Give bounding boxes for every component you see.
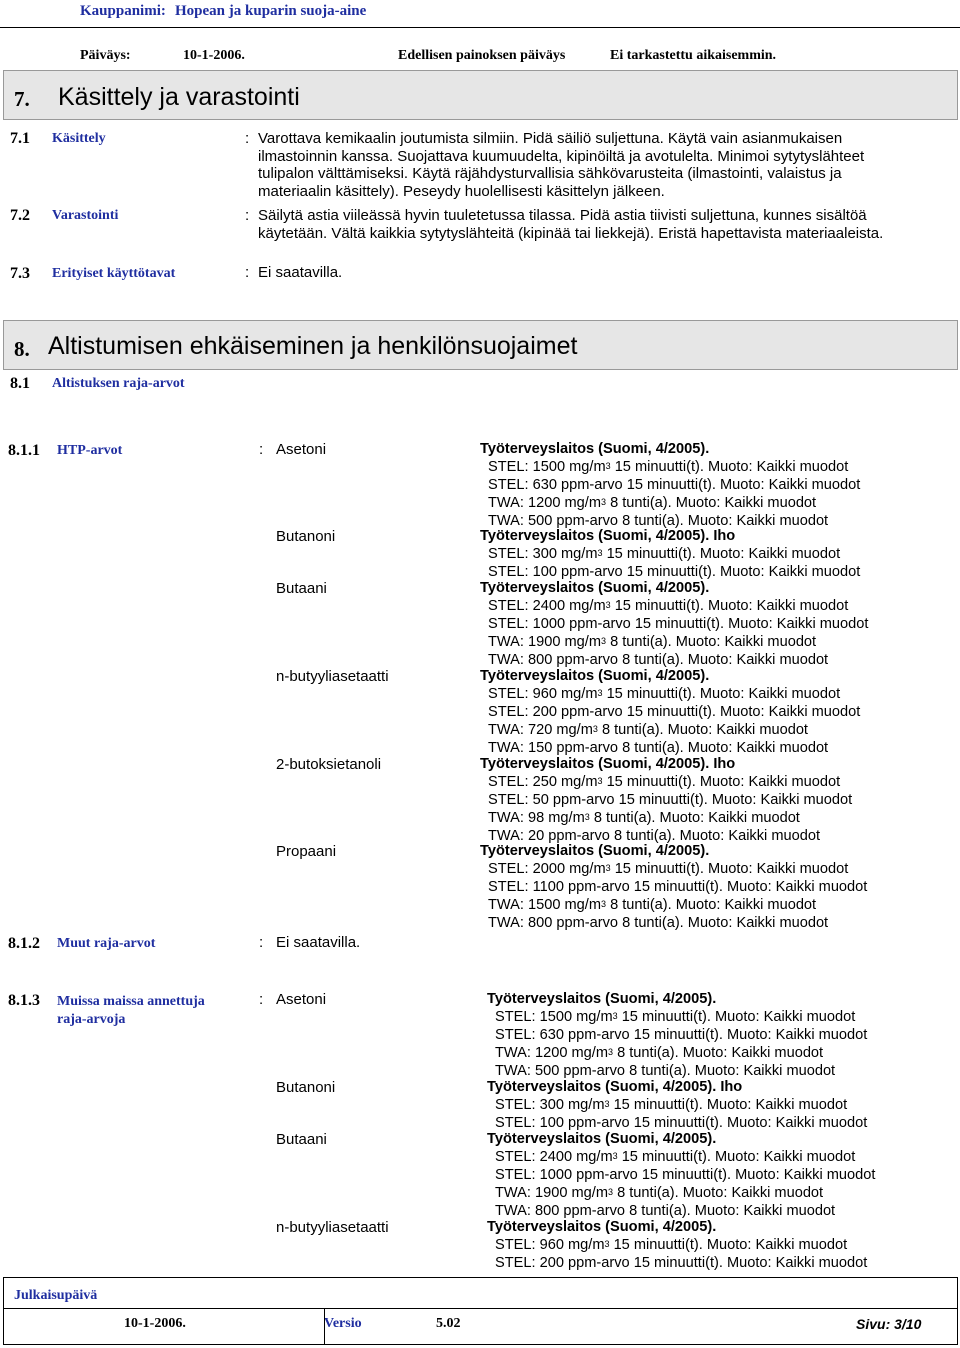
limit-source: Työterveyslaitos (Suomi, 4/2005). [480, 668, 710, 684]
section-7-number: 7. [14, 87, 30, 111]
limit-line: STEL: 300 $mg/m^3$ 15 minuutti(t). Muoto: Kaikki muodot [495, 1096, 848, 1113]
page-number: Sivu: 3/10 [856, 1316, 922, 1332]
limit-line: STEL: 960 $mg/m^3$ 15 minuutti(t). Muoto: Kaikki muodot [488, 685, 841, 702]
item-7-1-label: Käsittely [52, 131, 106, 146]
substance-limits [487, 1079, 867, 1133]
item-7-1-colon: : [245, 130, 250, 147]
limit-source: Työterveyslaitos (Suomi, 4/2005). [487, 1131, 717, 1147]
limit-source: Työterveyslaitos (Suomi, 4/2005). [487, 1219, 717, 1235]
limit-line: TWA: 800 ppm-arvo 8 tunti(a). Muoto: Kaikki muodot [488, 652, 829, 669]
limit-line: TWA: 150 ppm-arvo 8 tunti(a). Muoto: Kaikki muodot [488, 740, 829, 757]
section-8-number: 8. [14, 337, 30, 361]
item-8-1-2-text: Ei saatavilla. [276, 934, 361, 951]
header-divider [0, 27, 960, 28]
limit-line: TWA: 1900 $mg/m^3$ 8 tunti(a). Muoto: Kaikki muodot [495, 1184, 824, 1201]
text-line: Varottava kemikaalin joutumista silmiin. Pidä säiliö suljettuna. Käytä vain asianmukaisen [258, 130, 843, 147]
limit-source: Työterveyslaitos (Suomi, 4/2005). [480, 441, 710, 457]
limit-line: STEL: 2400 $mg/m^3$ 15 minuutti(t). Muoto: Kaikki muodot [495, 1148, 856, 1165]
limit-line: STEL: 200 ppm-arvo 15 minuutti(t). Muoto: Kaikki muodot [495, 1255, 868, 1272]
limit-line: TWA: 720 $mg/m^3$ 8 tunti(a). Muoto: Kaikki muodot [488, 721, 808, 738]
date-value: 10-1-2006. [183, 48, 245, 63]
substance-limits [480, 843, 867, 933]
text-line: käytetään. Vältä kaikkia sytytyslähteitä (kipinää tai liekkejä). Eristä hapettavista materiaaleista. [258, 224, 884, 242]
item-8-1-label: Altistuksen raja-arvot [52, 376, 185, 391]
limit-source: Työterveyslaitos (Suomi, 4/2005). Iho [480, 756, 736, 772]
limit-line: STEL: 1500 $mg/m^3$ 15 minuutti(t). Muoto: Kaikki muodot [495, 1008, 856, 1025]
limit-line: TWA: 500 ppm-arvo 8 tunti(a). Muoto: Kaikki muodot [488, 513, 829, 530]
limit-line: TWA: 20 ppm-arvo 8 tunti(a). Muoto: Kaikki muodot [488, 828, 821, 845]
limit-line: STEL: 2400 $mg/m^3$ 15 minuutti(t). Muoto: Kaikki muodot [488, 597, 849, 614]
version-label: Versio [324, 1316, 362, 1331]
substance-name: 2-butoksietanoli [276, 756, 382, 773]
date-label: Päiväys: [80, 48, 131, 63]
substance-name: Asetoni [276, 991, 327, 1008]
limit-line: TWA: 800 ppm-arvo 8 tunti(a). Muoto: Kaikki muodot [495, 1203, 836, 1220]
limit-source: Työterveyslaitos (Suomi, 4/2005). [487, 991, 717, 1007]
limit-source: Työterveyslaitos (Suomi, 4/2005). [480, 580, 710, 596]
substance-name: Butaani [276, 580, 327, 597]
text-line: ilmastoinnin kanssa. Suojattava kuumuudelta, kipinöiltä ja avotulelta. Minimoi sytytyslähteet [258, 147, 865, 165]
substance-limits [487, 1131, 875, 1221]
substance-name: n-butyyliasetaatti [276, 1219, 389, 1236]
item-7-2-number: 7.2 [10, 207, 30, 224]
item-7-1-text [258, 130, 864, 200]
published-value: 10-1-2006. [124, 1316, 186, 1331]
limit-line: STEL: 630 ppm-arvo 15 minuutti(t). Muoto: Kaikki muodot [488, 477, 861, 494]
item-7-3-colon: : [245, 264, 250, 281]
substance-name: Asetoni [276, 441, 327, 458]
footer [3, 1277, 958, 1345]
label-line: Muissa maissa annettuja [57, 994, 205, 1009]
header-date-row [0, 42, 960, 72]
substance-name: Propaani [276, 843, 337, 860]
limit-line: TWA: 500 ppm-arvo 8 tunti(a). Muoto: Kaikki muodot [495, 1063, 836, 1080]
limit-source: Työterveyslaitos (Suomi, 4/2005). Iho [487, 1079, 743, 1095]
substance-limits [480, 756, 852, 846]
footer-col-divider [324, 1308, 325, 1344]
limit-line: STEL: 1500 $mg/m^3$ 15 minuutti(t). Muoto: Kaikki muodot [488, 458, 849, 475]
text-line: tulipalon välttämiseksi. Käytä räjähdysturvallisia sähkövarusteita (ilmastointi, valaistus ja [258, 165, 842, 183]
limit-line: STEL: 100 ppm-arvo 15 minuutti(t). Muoto: Kaikki muodot [488, 564, 861, 581]
limit-line: TWA: 800 ppm-arvo 8 tunti(a). Muoto: Kaikki muodot [488, 915, 829, 932]
limit-line: STEL: 2000 $mg/m^3$ 15 minuutti(t). Muoto: Kaikki muodot [488, 860, 849, 877]
section-7-header [3, 70, 958, 120]
item-8-1-1-label: HTP-arvot [57, 443, 123, 458]
item-8-1-number: 8.1 [10, 375, 30, 392]
substance-name: Butanoni [276, 1079, 336, 1096]
substance-name: n-butyyliasetaatti [276, 668, 389, 685]
product-label: Kauppanimi: [80, 3, 166, 19]
previous-print-label: Edellisen painoksen päiväys [398, 48, 566, 63]
limit-line: TWA: 1200 $mg/m^3$ 8 tunti(a). Muoto: Kaikki muodot [495, 1044, 824, 1061]
item-8-1-1-colon: : [259, 441, 264, 458]
version-value: 5.02 [436, 1316, 461, 1331]
substance-limits [480, 668, 860, 758]
limit-line: STEL: 300 $mg/m^3$ 15 minuutti(t). Muoto: Kaikki muodot [488, 545, 841, 562]
published-label: Julkaisupäivä [14, 1288, 98, 1303]
item-7-2-text [258, 207, 883, 242]
limit-line: STEL: 960 $mg/m^3$ 15 minuutti(t). Muoto: Kaikki muodot [495, 1236, 848, 1253]
limit-line: TWA: 1900 $mg/m^3$ 8 tunti(a). Muoto: Kaikki muodot [488, 633, 817, 650]
footer-divider [4, 1308, 957, 1309]
item-7-3-text: Ei saatavilla. [258, 264, 343, 281]
item-8-1-2-label: Muut raja-arvot [57, 936, 156, 951]
substance-limits [487, 1219, 867, 1273]
limit-source: Työterveyslaitos (Suomi, 4/2005). Iho [480, 528, 736, 544]
section-8-title: Altistumisen ehkäiseminen ja henkilönsuojaimet [48, 332, 578, 360]
text-line: Säilytä astia viileässä hyvin tuuletetussa tilassa. Pidä astia tiivisti suljettuna, kunnes sisältöä [258, 207, 867, 224]
header-product [0, 0, 960, 26]
limit-line: STEL: 630 ppm-arvo 15 minuutti(t). Muoto: Kaikki muodot [495, 1027, 868, 1044]
text-line: materiaalin käsittely). Peseydy huolellisesti käsittelyn jälkeen. [258, 182, 665, 200]
limit-line: STEL: 50 ppm-arvo 15 minuutti(t). Muoto: Kaikki muodot [488, 792, 853, 809]
item-7-1-number: 7.1 [10, 130, 30, 147]
item-7-3-label: Erityiset käyttötavat [52, 266, 176, 281]
item-8-1-3-label [57, 993, 205, 1029]
substance-limits [487, 991, 867, 1081]
section-8-header [3, 320, 958, 370]
limit-source: Työterveyslaitos (Suomi, 4/2005). [480, 843, 710, 859]
label-line: raja-arvoja [57, 1012, 126, 1027]
limit-line: STEL: 1000 ppm-arvo 15 minuutti(t). Muoto: Kaikki muodot [488, 616, 869, 633]
previous-print-value: Ei tarkastettu aikaisemmin. [610, 48, 777, 63]
substance-limits [480, 580, 868, 670]
item-7-3-number: 7.3 [10, 265, 30, 282]
section-7-title: Käsittely ja varastointi [58, 83, 300, 111]
limit-line: STEL: 200 ppm-arvo 15 minuutti(t). Muoto: Kaikki muodot [488, 704, 861, 721]
substance-name: Butaani [276, 1131, 327, 1148]
item-8-1-3-number: 8.1.3 [8, 992, 40, 1009]
limit-line: TWA: 1500 $mg/m^3$ 8 tunti(a). Muoto: Kaikki muodot [488, 896, 817, 913]
item-8-1-2-colon: : [259, 934, 264, 951]
limit-line: STEL: 1100 ppm-arvo 15 minuutti(t). Muoto: Kaikki muodot [488, 879, 868, 896]
item-8-1-3-colon: : [259, 991, 264, 1008]
limit-line: STEL: 1000 ppm-arvo 15 minuutti(t). Muoto: Kaikki muodot [495, 1167, 876, 1184]
substance-limits [480, 528, 860, 582]
limit-line: STEL: 250 $mg/m^3$ 15 minuutti(t). Muoto: Kaikki muodot [488, 773, 841, 790]
product-name: Hopean ja kuparin suoja-aine [175, 3, 367, 19]
item-8-1-2-number: 8.1.2 [8, 935, 40, 952]
item-7-2-colon: : [245, 207, 250, 224]
limit-line: TWA: 1200 $mg/m^3$ 8 tunti(a). Muoto: Kaikki muodot [488, 494, 817, 511]
limit-line: STEL: 100 ppm-arvo 15 minuutti(t). Muoto: Kaikki muodot [495, 1115, 868, 1132]
item-8-1-1-number: 8.1.1 [8, 442, 40, 459]
substance-limits [480, 441, 860, 531]
limit-line: TWA: 98 $mg/m^3$ 8 tunti(a). Muoto: Kaikki muodot [488, 809, 800, 826]
item-7-2-label: Varastointi [52, 208, 119, 223]
substance-name: Butanoni [276, 528, 336, 545]
